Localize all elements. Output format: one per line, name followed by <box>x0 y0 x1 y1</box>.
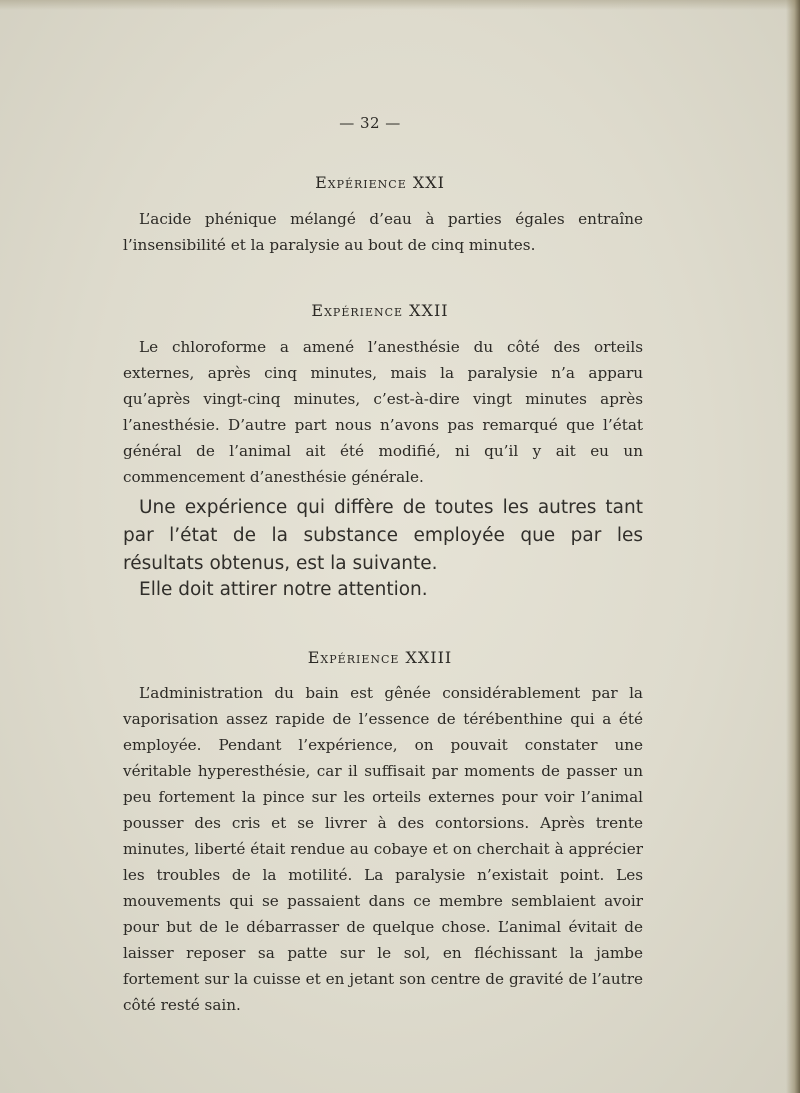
heading-experience-xxii: Expérience XXII <box>311 301 449 320</box>
paragraph-attention: Elle doit attirer notre attention. <box>139 579 428 600</box>
page-number: — 32 — <box>339 114 401 132</box>
page-top-shadow <box>0 0 800 10</box>
heading-experience-xxi: Expérience XXI <box>315 173 445 192</box>
paragraph-experience-xxii: Le chloroforme a amené l’anesthésie du côté des orteils externes, après cinq minutes, mais la paralysie n’a apparu qu’après vingt-cinq minutes, c’est-à-dire vingt minutes après l’anesthésie. D’autre part nous n’avons pas remarqué que l’état général de l’animal ait été modifié, ni qu’il y ait eu un commencement d’anesthésie générale. <box>123 338 643 486</box>
heading-experience-xxiii: Expérience XXIII <box>307 648 453 667</box>
page-right-edge <box>786 0 800 1093</box>
paragraph-experience-xxi: L’acide phénique mélangé d’eau à parties égales entraîne l’insensibilité et la paralysie au bout de cinq minutes. <box>123 210 643 254</box>
paragraph-experience-xxiii: L’administration du bain est gênée considérablement par la vaporisation assez rapide de l’essence de térébenthine qui a été employée. Pendant l’expérience, on pouvait constater une véritable hyperesthésie, car il suffisait par moments de passer un peu fortement la pince sur les orteils externes pour voir l’animal pousser des cris et se livrer à des contorsions. Après trente minutes, liberté était rendue au cobaye et on cherchait à apprécier les troubles de la motilité. La paralysie n’existait point. Les mouvements qui se passaient dans ce membre semblaient avoir pour but de le débarrasser de quelque chose. L’animal évitait de laisser reposer sa patte sur le sol, en fléchissant la jambe fortement sur la cuisse et en jetant son centre de gravité de l’autre côté resté sain. <box>123 684 643 1014</box>
paragraph-transition: Une expérience qui diffère de toutes les autres tant par l’état de la substance employée que par les résultats obtenus, est la suivante. <box>123 497 643 574</box>
